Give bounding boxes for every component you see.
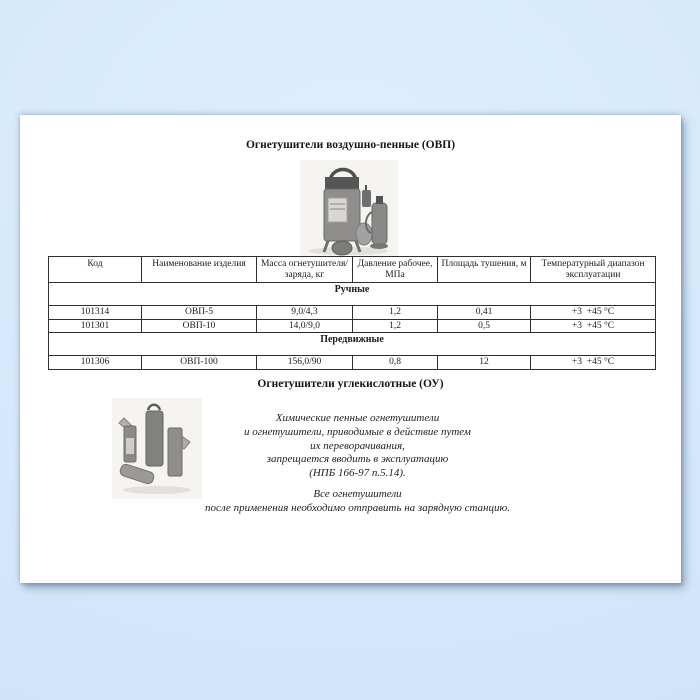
table-cell: 14,0/9,0 <box>257 319 353 333</box>
table-cell: 156,0/90 <box>257 356 353 370</box>
document-page <box>20 115 681 583</box>
header-product-name: Наименование изделия <box>142 257 257 283</box>
foam-extinguishers-photo-image <box>300 160 398 257</box>
table-cell: 101314 <box>49 306 142 320</box>
warning-line: и огнетушители, приводимые в действие путем <box>244 425 471 438</box>
table-cell: +3 +45 °С <box>531 306 656 320</box>
foam-section-title: Огнетушители воздушно-пенные (ОВП) <box>245 139 456 151</box>
table-cell: 0,5 <box>438 319 531 333</box>
header-pressure: Давление рабочее, МПа <box>353 257 438 283</box>
table-cell: ОВП-10 <box>142 319 257 333</box>
recharge-paragraph <box>34 488 681 516</box>
table-cell: 101306 <box>49 356 142 370</box>
warning-line: (НПБ 166-97 п.5.14). <box>309 467 406 480</box>
group-row-mobile <box>49 333 656 356</box>
co2-section-title: Огнетушители углекислотные (ОУ) <box>257 378 444 390</box>
table-cell: ОВП-100 <box>142 356 257 370</box>
header-code: Код <box>49 257 142 283</box>
table-cell: 12 <box>438 356 531 370</box>
table-cell: 9,0/4,3 <box>257 306 353 320</box>
header-mass: Масса огнетушителя/ заряда, кг <box>257 257 353 283</box>
table-cell: 0,8 <box>353 356 438 370</box>
warning-line: их переворачивания, <box>310 439 405 452</box>
warning-line: запрещается вводить в эксплуатацию <box>266 453 449 466</box>
note-line: Все огнетушители <box>313 487 402 500</box>
notes-block <box>34 412 681 516</box>
table-row <box>49 356 656 370</box>
table-cell: +3 +45 °С <box>531 356 656 370</box>
table-cell: ОВП-5 <box>142 306 257 320</box>
table-cell: 1,2 <box>353 306 438 320</box>
table-cell: 0,41 <box>438 306 531 320</box>
table-row <box>49 319 656 333</box>
table-cell: +3 +45 °С <box>531 319 656 333</box>
table-row <box>49 306 656 320</box>
header-temperature-range: Температурный диапазон эксплуатации <box>531 257 656 283</box>
group-row-manual <box>49 283 656 306</box>
table-header-row <box>49 257 656 283</box>
foam-extinguishers-photo <box>300 160 398 262</box>
warning-paragraph <box>34 412 681 481</box>
group-label: Ручные <box>49 283 656 306</box>
table-cell: 101301 <box>49 319 142 333</box>
warning-line: Химические пенные огнетушители <box>275 412 440 424</box>
table-cell: 1,2 <box>353 319 438 333</box>
header-area: Площадь тушения, м <box>438 257 531 283</box>
group-label: Передвижные <box>49 333 656 356</box>
extinguishers-table <box>48 256 656 370</box>
note-line: после применения необходимо отправить на зарядную станцию. <box>204 501 511 514</box>
